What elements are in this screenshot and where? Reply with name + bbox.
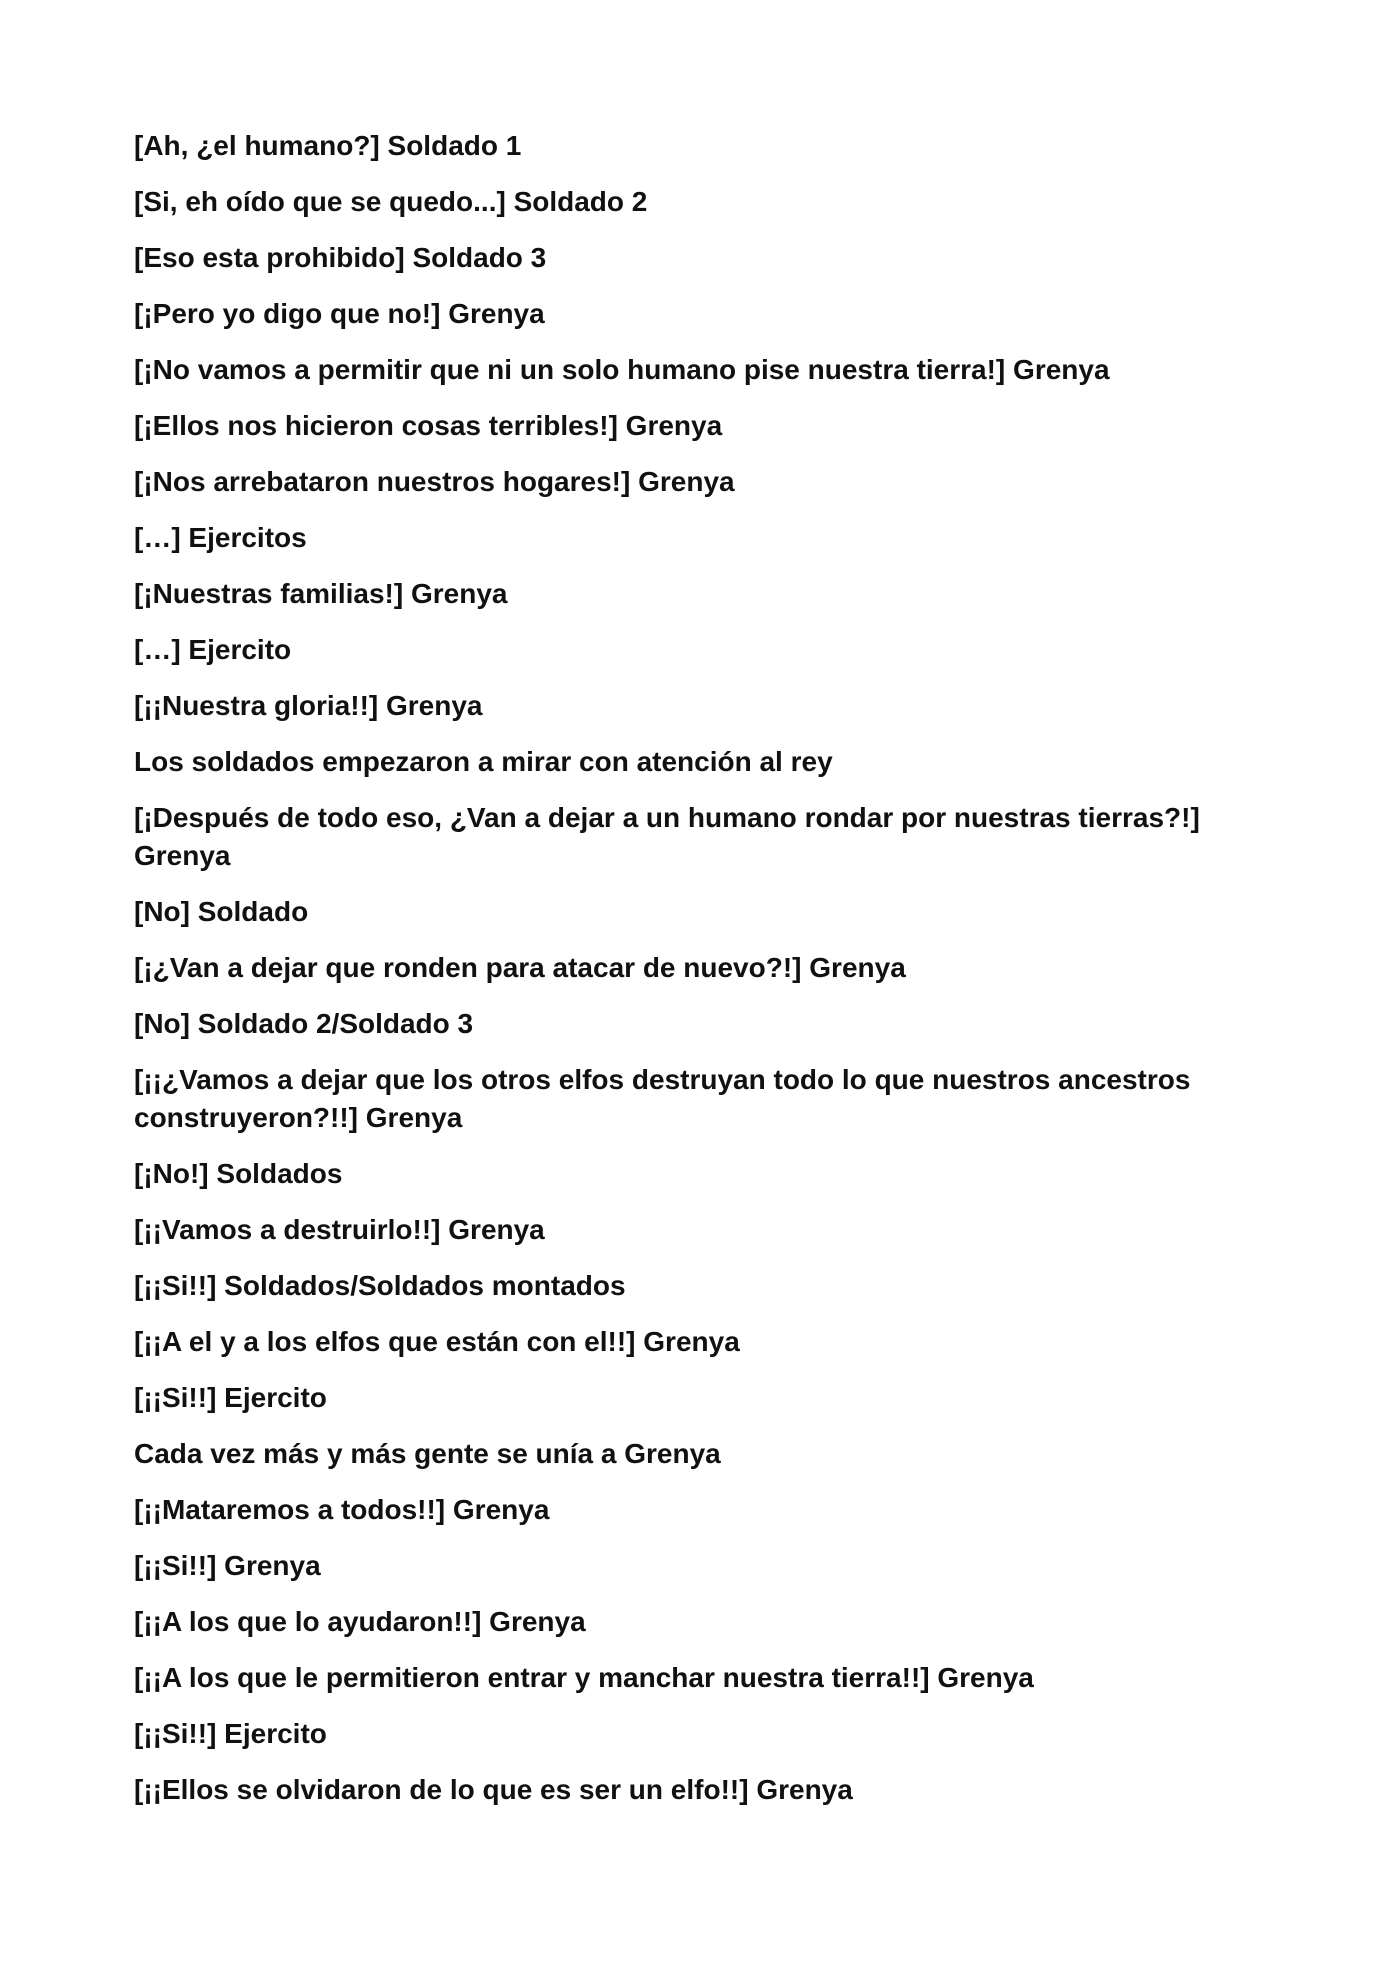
- dialogue-line: [¡¡Vamos a destruirlo!!] Grenya: [134, 1214, 545, 1245]
- dialogue-line: [¡Nuestras familias!] Grenya: [134, 578, 508, 609]
- narration-line: Cada vez más y más gente se unía a Grenya: [134, 1438, 721, 1469]
- document-body: [134, 127, 1274, 1827]
- dialogue-line: [¡Después de todo eso, ¿Van a dejar a un humano rondar por nuestras tierras?!] Grenya: [134, 802, 1200, 871]
- dialogue-line: [Si, eh oído que se quedo...] Soldado 2: [134, 186, 648, 217]
- dialogue-line: [¡¡A los que le permitieron entrar y manchar nuestra tierra!!] Grenya: [134, 1662, 1034, 1693]
- dialogue-line: [¡¡Si!!] Ejercito: [134, 1382, 327, 1413]
- dialogue-line: [¡Pero yo digo que no!] Grenya: [134, 298, 545, 329]
- dialogue-line: [¡¡¿Vamos a dejar que los otros elfos destruyan todo lo que nuestros ancestros construyeron?!!] Grenya: [134, 1064, 1191, 1133]
- dialogue-line: [¡¡Mataremos a todos!!] Grenya: [134, 1494, 550, 1525]
- dialogue-line: [¡¡Si!!] Grenya: [134, 1550, 321, 1581]
- dialogue-line: [¡Nos arrebataron nuestros hogares!] Grenya: [134, 466, 735, 497]
- dialogue-line: [¡¡Nuestra gloria!!] Grenya: [134, 690, 483, 721]
- narration-line: Los soldados empezaron a mirar con atención al rey: [134, 746, 833, 777]
- dialogue-line: [¡¡Si!!] Soldados/Soldados montados: [134, 1270, 626, 1301]
- dialogue-line: [¡¡A el y a los elfos que están con el!!] Grenya: [134, 1326, 740, 1357]
- dialogue-line: […] Ejercitos: [134, 522, 307, 553]
- dialogue-line: [¡Ellos nos hicieron cosas terribles!] Grenya: [134, 410, 723, 441]
- dialogue-line: [Ah, ¿el humano?] Soldado 1: [134, 130, 522, 161]
- dialogue-line: [¡¿Van a dejar que ronden para atacar de nuevo?!] Grenya: [134, 952, 906, 983]
- dialogue-line: [¡No vamos a permitir que ni un solo humano pise nuestra tierra!] Grenya: [134, 354, 1110, 385]
- dialogue-line: [No] Soldado 2/Soldado 3: [134, 1008, 474, 1039]
- dialogue-line: [No] Soldado: [134, 896, 309, 927]
- dialogue-line: [¡¡A los que lo ayudaron!!] Grenya: [134, 1606, 586, 1637]
- dialogue-line: [¡¡Si!!] Ejercito: [134, 1718, 327, 1749]
- dialogue-line: [¡¡Ellos se olvidaron de lo que es ser un elfo!!] Grenya: [134, 1774, 853, 1805]
- dialogue-line: [Eso esta prohibido] Soldado 3: [134, 242, 547, 273]
- dialogue-line: [¡No!] Soldados: [134, 1158, 343, 1189]
- dialogue-line: […] Ejercito: [134, 634, 292, 665]
